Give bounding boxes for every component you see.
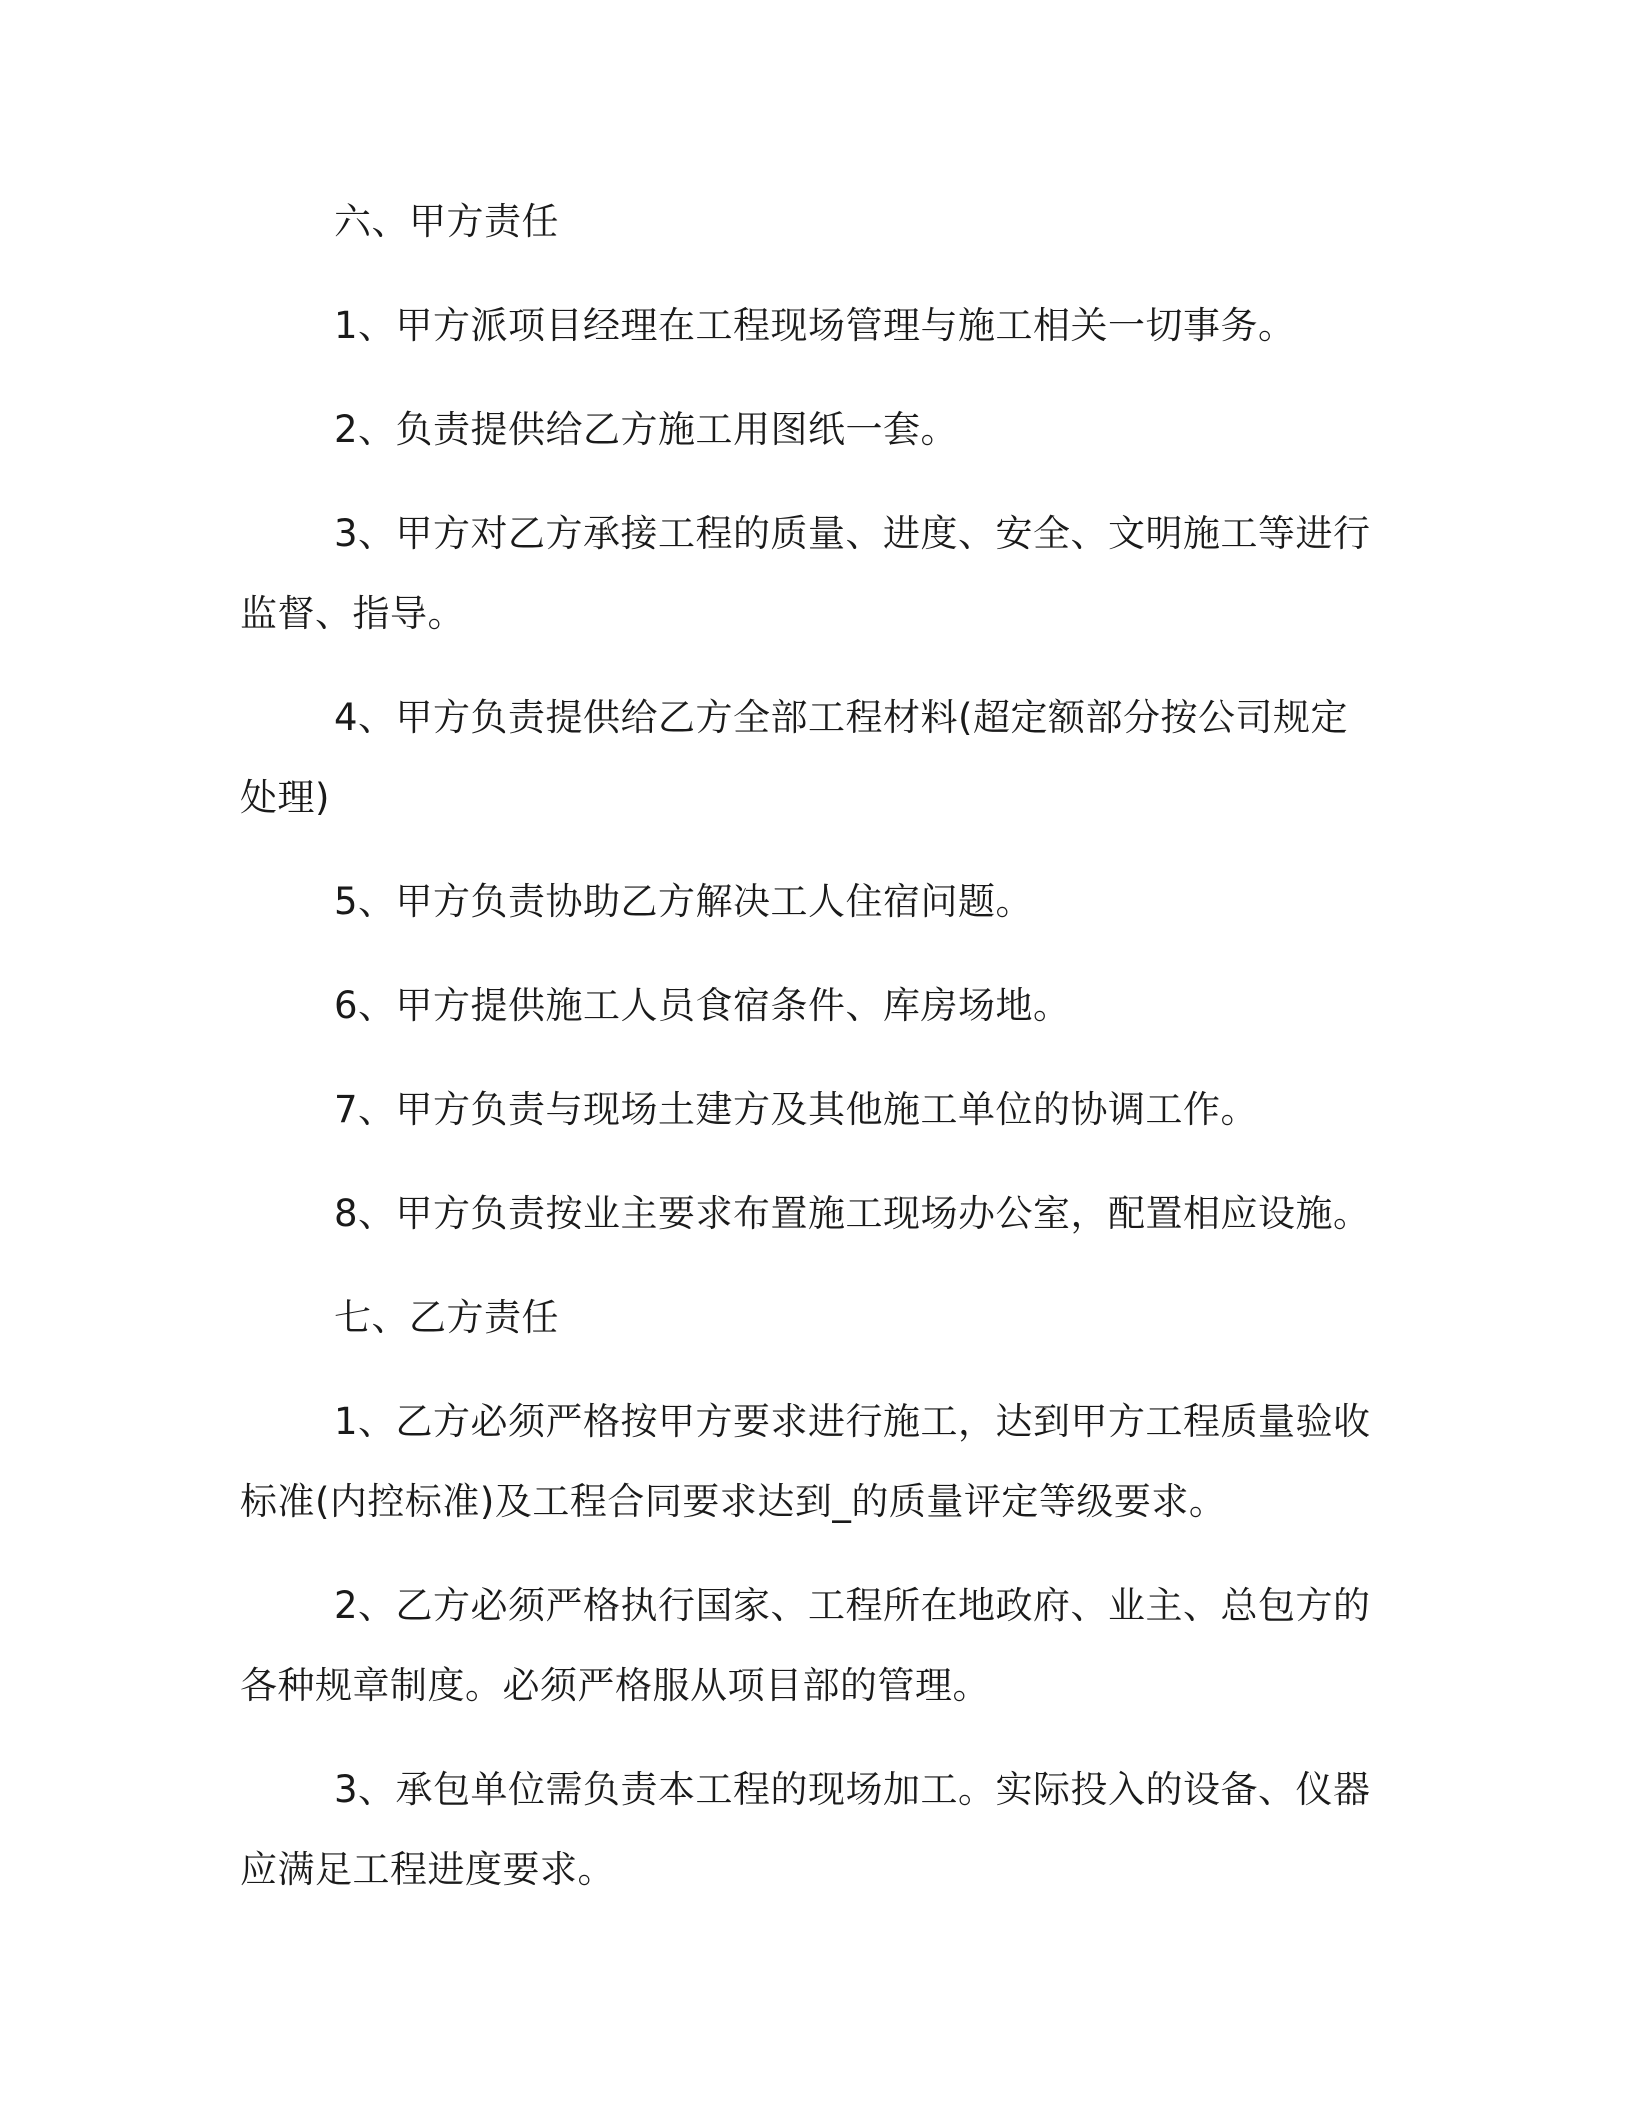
paragraph-b2: 2、乙方必须严格执行国家、工程所在地政府、业主、总包方的各种规章制度。必须严格服从项目部的管理。: [240, 1584, 1371, 1707]
paragraph-b3: 3、承包单位需负责本工程的现场加工。实际投入的设备、仪器应满足工程进度要求。: [240, 1768, 1371, 1891]
paragraph-a2: 2、负责提供给乙方施工用图纸一套。: [334, 408, 959, 451]
paragraph-a6: 6、甲方提供施工人员食宿条件、库房场地。: [334, 984, 1071, 1027]
paragraph-a8: 8、甲方负责按业主要求布置施工现场办公室，配置相应设施。: [334, 1192, 1371, 1235]
paragraph-a3: 3、甲方对乙方承接工程的质量、进度、安全、文明施工等进行监督、指导。: [240, 512, 1371, 635]
document-body: [240, 182, 1380, 1934]
section-heading-party-a: 六、甲方责任: [334, 200, 559, 243]
paragraph-a1: 1、甲方派项目经理在工程现场管理与施工相关一切事务。: [334, 304, 1296, 347]
paragraph-a4: 4、甲方负责提供给乙方全部工程材料(超定额部分按公司规定处理): [240, 696, 1348, 819]
section-heading-party-b: 七、乙方责任: [334, 1296, 559, 1339]
paragraph-a7: 7、甲方负责与现场土建方及其他施工单位的协调工作。: [334, 1088, 1259, 1131]
paragraph-b1: 1、乙方必须严格按甲方要求进行施工，达到甲方工程质量验收标准(内控标准)及工程合同要求达到_的质量评定等级要求。: [240, 1400, 1371, 1523]
paragraph-a5: 5、甲方负责协助乙方解决工人住宿问题。: [334, 880, 1034, 923]
